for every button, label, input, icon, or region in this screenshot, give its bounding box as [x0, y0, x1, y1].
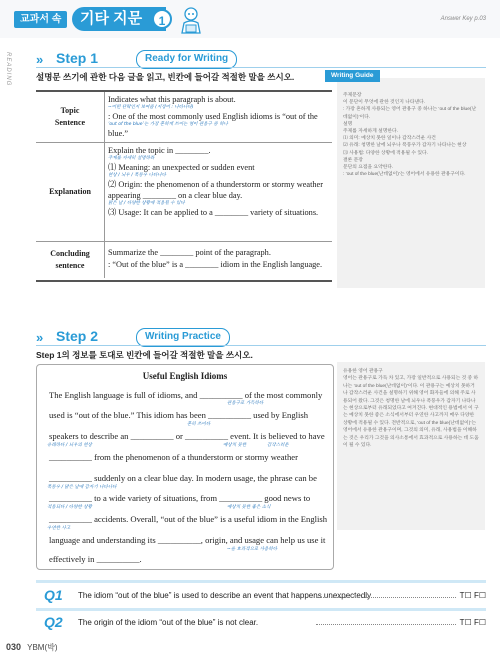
step2-label: Step 2	[56, 328, 99, 344]
true-false-checkboxes[interactable]: T☐ F☐	[459, 618, 486, 627]
handwritten-note: 주제를 자세히 설명하라	[108, 156, 155, 161]
step1-divider	[36, 67, 486, 68]
guide-line: 주제문장	[343, 93, 362, 98]
handwritten-note: 우연한 사고	[47, 526, 71, 531]
content-line: ⑶ Usage: It can be applied to a ________ variety of situations.	[108, 208, 319, 217]
step2-subtitle: Writing Practice	[136, 328, 230, 347]
step1-instruction: 설명문 쓰기에 관한 다음 글을 읽고, 빈칸에 들어갈 적절한 말을 쓰시오.	[36, 72, 295, 82]
practice-line: __________ to a wide variety of situations, from __________ good news to	[49, 493, 311, 503]
row-header	[36, 92, 105, 142]
practice-line: language and understanding its __________, origin, and usage can help us use it	[49, 535, 326, 545]
page-header	[0, 0, 500, 38]
content-line: Explain the topic in ________.	[108, 146, 211, 155]
step1-subtitle: Ready for Writing	[136, 50, 237, 69]
dotted-leader	[316, 624, 456, 625]
section-pill: 교과서 속	[14, 11, 67, 28]
writing-guide-tab: Writing Guide	[325, 70, 380, 82]
guide-line: 이 문단이 무엇에 관한 것인지 나타낸다.	[343, 100, 426, 106]
row-content	[108, 247, 328, 271]
writing-guide-panel	[331, 72, 485, 288]
handwritten-note: 갑작스러운	[267, 443, 289, 448]
guide-line: 문단의 요점을 요약한다.	[343, 165, 394, 171]
content-line: appearing ________ on a clear blue day.	[108, 191, 243, 200]
row-content	[108, 94, 328, 139]
question-text: The idiom “out of the blue” is used to describe an event that happens unexpectedly.	[78, 591, 373, 600]
handwritten-note: 맑은 날 / 다양한 상황에 적용될 수 있다	[108, 201, 185, 206]
question-number: Q2	[44, 614, 63, 630]
guide-line: ⑶ 사용법: 다양한 상황에 적용될 수 있다.	[343, 150, 428, 156]
question-text: The origin of the idiom “out of the blue” is not clear.	[78, 618, 259, 627]
true-false-checkboxes[interactable]: T☐ F☐	[459, 591, 486, 600]
content-line: : One of the most commonly used English idioms is “out of the	[108, 112, 318, 121]
handwritten-note: ~어떤 단락인지 보여줌 (지정어 : 나타나다)	[108, 105, 194, 110]
content-line: ⑴ Meaning: an unexpected or sudden event	[108, 163, 255, 172]
page-footer	[6, 642, 58, 653]
guide-line: ⑵ 유래: 청명한 날에 뇌우나 폭풍우가 갑자기 나타나는 현상	[343, 143, 467, 149]
answer-key-ref: Answer Key p.03	[440, 16, 486, 22]
row-header-line: Explanation	[49, 187, 91, 196]
translation-panel	[337, 362, 485, 530]
question-divider	[36, 608, 486, 611]
handwritten-note: 예상치 못한	[223, 443, 247, 448]
question-divider	[36, 580, 486, 583]
guide-line: : ‘out of the blue(난데없이)’는 영어에서 유용한 관용구이다.	[343, 172, 466, 178]
handwritten-note: 예상치 못한 좋은 소식	[227, 505, 271, 510]
content-line: ⑵ Origin: the phenomenon of a thunderstorm or stormy weather	[108, 180, 323, 189]
row-header-line: Topic	[60, 106, 80, 115]
guide-line: 설명	[343, 121, 353, 127]
guide-line: 영어는 관용구로 가득 차 있고, 가장 일반적으로 사용되는 것 중 하나는 ‘out of the blue(난데없이)’이다. 이 관용구는 예상치 못하거나 갑작스러운 사건을 설명하기 위해 영어 화자들에 의해 주로 사용되어 왔다. 그것은 청명한 날에 뇌우나 폭풍우가 갑자기 나타나는 현상으로부터 유래되었다고 여겨진다. 현대적인 용법에서 이 구는 예상치 못한 좋은 소식에서부터 우연한 사고까지 매우 다양한 상황에 적용될 수 있다. 전반적으로, ‘out of the blue(난데없이)’는 영어에서 유용한 관용구이며, 그것의 의미, 유래, 사용법을 이해하는 것은 우리가 그것을 의사소통에서 효과적으로 사용하는 데 도움이 될 수 있다.	[343, 376, 479, 449]
lesson-number: 1	[152, 9, 172, 29]
page-title: 기타 지문	[72, 7, 166, 31]
side-tab	[2, 52, 11, 102]
step2-divider	[36, 345, 486, 346]
guide-line: 주제를 자세하게 설명한다.	[343, 129, 398, 135]
question-number: Q1	[44, 587, 63, 603]
page-number: 030	[6, 642, 22, 652]
writing-guide-body	[343, 92, 479, 178]
handwritten-note: 현상 / 뇌우 / 폭풍우 나타나다	[108, 173, 167, 178]
student-reading-icon	[178, 6, 204, 34]
translation-body	[343, 368, 479, 449]
row-header-line: sentence	[55, 261, 85, 270]
handwritten-note: ‘out of the blue’는 가장 흔하게 쓰이는 영어 관용구 중 하나	[108, 122, 228, 127]
row-header-line: Sentence	[54, 118, 86, 127]
practice-line: __________ suddenly on a clear blue day. In modern usage, the phrase can be	[49, 473, 317, 483]
row-header	[36, 242, 105, 278]
guide-line: : 가장 흔하게 사용되는 영어 관용구 중 하나는 ‘out of the blue(난데없이)’이다.	[343, 107, 477, 120]
outline-table	[36, 90, 332, 282]
practice-line: effectively in __________.	[49, 554, 142, 564]
step2-instruction: Step 1의 정보를 토대로 빈칸에 들어갈 적절한 말을 쓰시오.	[36, 350, 253, 360]
handwritten-note: 흔히 쓰이다	[187, 422, 211, 427]
question-row	[36, 585, 486, 607]
table-row	[36, 92, 332, 143]
handwritten-note: 적용되다 / 다양한 상황	[47, 505, 92, 510]
handwritten-note: ~을 효과적으로 사용하다	[227, 547, 278, 552]
practice-title: Useful English Idioms	[142, 371, 228, 381]
guide-line: 유용한 영어 관용구	[343, 369, 383, 374]
practice-line: speakers to describe an __________ or __________ event. It is believed to have	[49, 431, 325, 441]
practice-line: used is “out of the blue.” This idiom has been __________ used by English	[49, 410, 309, 420]
table-row	[36, 143, 332, 242]
content-line: Indicates what this paragraph is about.	[108, 95, 236, 104]
handwritten-note: 폭풍우 / 맑은 날에 갑자기 나타나다	[47, 485, 117, 490]
practice-text-box	[36, 364, 334, 570]
practice-line: __________ from the phenomenon of a thunderstorm or stormy weather	[49, 452, 298, 462]
practice-line: __________ accidents. Overall, “out of the blue” is a useful idiom in the English	[49, 514, 328, 524]
handwritten-note: 유래하다 / 뇌우의 현상	[47, 443, 92, 448]
table-row	[36, 242, 332, 278]
chevron-icon: »	[36, 52, 41, 67]
content-line: Summarize the ________ point of the paragraph.	[108, 248, 271, 257]
content-line: : “Out of the blue” is a ________ idiom in the English language.	[108, 260, 323, 269]
guide-line: ⑴ 의미: 예상치 못한 일이나 갑작스러운 사건	[343, 136, 436, 142]
side-tab-label: READING	[5, 52, 11, 87]
chevron-icon: »	[36, 330, 41, 345]
row-content	[108, 145, 328, 218]
row-header-line: Concluding	[50, 249, 90, 258]
question-row	[36, 612, 486, 634]
guide-line: 결론 문장	[343, 157, 363, 163]
content-line: blue.”	[108, 129, 129, 138]
dotted-leader	[316, 597, 456, 598]
row-header	[36, 143, 105, 241]
handwritten-note: 관용구로 가득하다	[227, 401, 264, 406]
practice-line: The English language is full of idioms, and __________ of the most commonly	[49, 390, 323, 400]
step1-label: Step 1	[56, 50, 99, 66]
book-label: YBM(박)	[27, 643, 58, 652]
